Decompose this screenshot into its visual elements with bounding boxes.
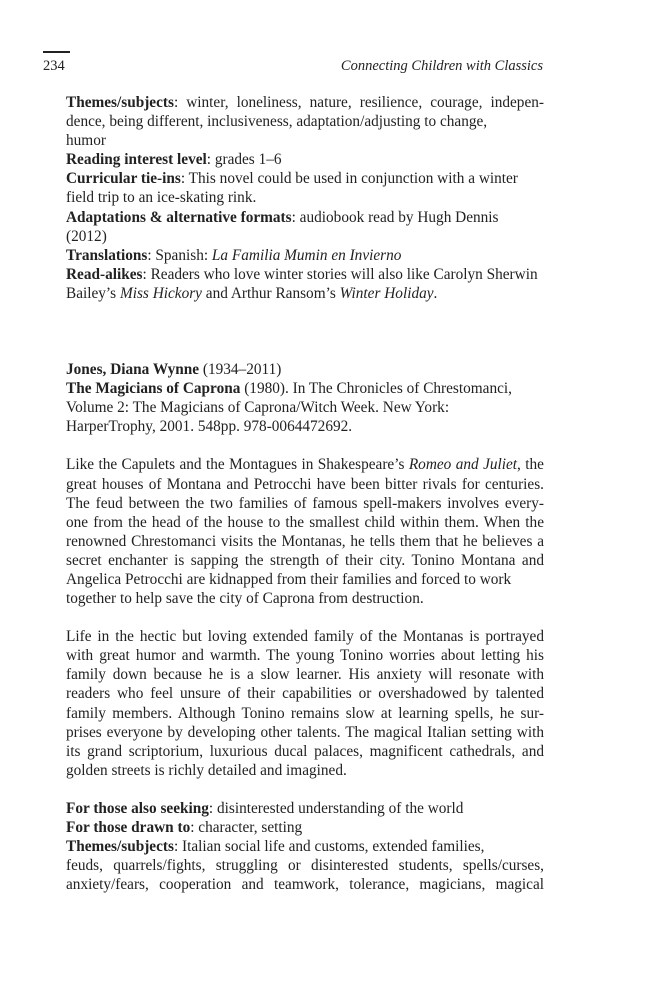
book-title: The Magicians of Caprona [66, 380, 241, 398]
translations: Translations: Spanish: La Familia Mumin en Invierno [66, 246, 402, 264]
themes-subjects-1: Themes/subjects: winter, loneliness, nature, resilience, courage, indepen- dence, being different, inclusiveness, adaptation/adjusting to change, humor [66, 94, 544, 150]
author-heading: Jones, Diana Wynne (1934–2011) [66, 361, 282, 379]
summary-paragraph-2: Life in the hectic but loving extended family of the Montanas is portrayed with great humor and warmth. The young Tonino worries about letting his family down because he is a slow learner. His anxiety will resonate with readers who feel unsure of their capabilities or overshadowed by talented family members. Although Tonino remains slow at learning spells, he sur- prises everyone by developing other talents. The magical Italian setting with its grand scriptorium, luxurious ducal palaces, magnificent cathedrals, and golden streets is richly detailed and imagined. [66, 628, 544, 779]
read-alikes: Read-alikes: Readers who love winter stories will also like Carolyn Sherwin Bailey’s Miss Hickory and Arthur Ransom’s Winter Holiday. [66, 265, 538, 302]
page-content [66, 93, 544, 894]
themes-label: Themes/subjects [66, 94, 174, 111]
curricular-tie-ins: Curricular tie-ins: This novel could be used in conjunction with a winter field trip to an ice-skating rink. [66, 170, 518, 207]
for-those-drawn-to: For those drawn to: character, setting [66, 819, 303, 836]
reading-interest-level: Reading interest level: grades 1–6 [66, 151, 282, 169]
page-number: 234 [43, 58, 65, 74]
header-rule [43, 51, 70, 53]
for-those-also-seeking: For those also seeking: disinterested understanding of the world [66, 799, 464, 817]
summary-paragraph-1: Like the Capulets and the Montagues in Shakespeare’s Romeo and Juliet, the great houses of Montana and Petrocchi have been bitter rivals for centuries. The feud between the two families of famous spell-makers involves every- one from the head of the house to the smallest child within them. When the renowned Chrestomanci visits the Montanas, he tells them that he believes a secret enchanter is sapping the strength of their city. Tonino Montana and Angelica Petrocchi are kidnapped from their families and forced to work together to help save the city of Caprona from destruction. [66, 456, 544, 608]
running-head: Connecting Children with Classics [340, 58, 543, 74]
adaptations-formats: Adaptations & alternative formats: audiobook read by Hugh Dennis (2012) [66, 208, 499, 245]
themes-subjects-2: Themes/subjects: Italian social life and customs, extended families, feuds, quarrels/fights, struggling or disinterested students, spells/curses, anxiety/fears, cooperation and teamwork, tolerance, magicians, magical [66, 838, 544, 894]
citation: The Magicians of Caprona (1980). In The Chronicles of Chrestomanci, Volume 2: The Magicians of Caprona/Witch Week. New York: HarperTrophy, 2001. 548pp. 978-0064472692. [66, 380, 512, 436]
